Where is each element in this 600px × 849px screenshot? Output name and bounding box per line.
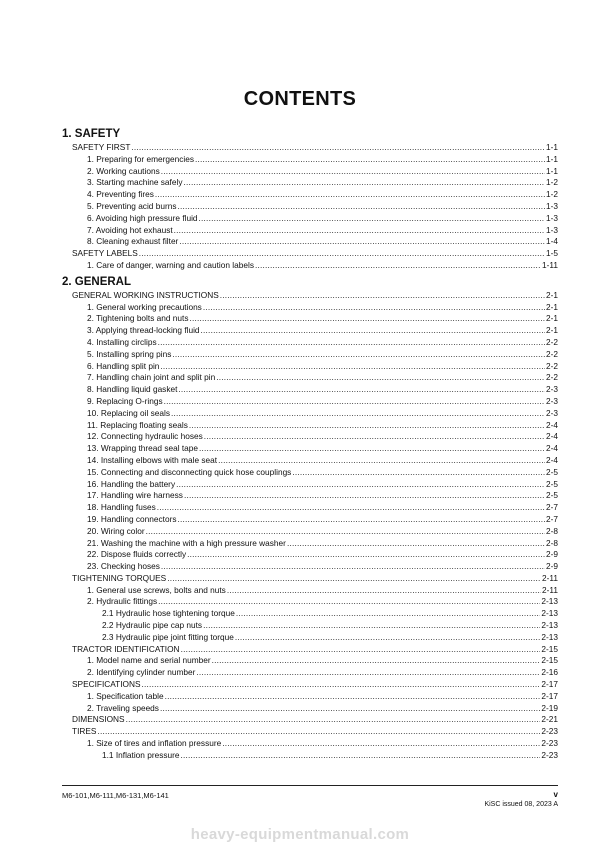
toc-entry-page: 2-16 (541, 667, 558, 678)
dot-leader (177, 201, 545, 213)
toc-entry[interactable] (62, 384, 558, 396)
toc-entry[interactable] (62, 549, 558, 561)
toc-entry-page: 2-8 (546, 537, 558, 548)
dot-leader (235, 632, 540, 644)
dot-leader (176, 479, 545, 491)
toc-entry[interactable] (62, 313, 558, 325)
toc-entry-label: 21. Washing the machine with a high pressure washer (87, 537, 286, 548)
toc-entry-label: 10. Replacing oil seals (87, 407, 171, 418)
toc-entry-label: 13. Wrapping thread seal tape (87, 443, 199, 454)
dot-leader (187, 549, 545, 561)
dot-leader (160, 703, 540, 715)
toc-entry-page: 2-13 (541, 631, 558, 642)
toc-entry-label: 2. Tightening bolts and nuts (87, 313, 189, 324)
toc-entry-label: SAFETY FIRST (72, 142, 131, 152)
toc-entry[interactable] (62, 573, 558, 585)
toc-entry[interactable] (62, 396, 558, 408)
toc-entry[interactable] (62, 561, 558, 573)
toc-entry[interactable] (62, 431, 558, 443)
dot-leader (189, 313, 545, 325)
toc-entry-page: 2-13 (541, 596, 558, 607)
toc-entry-page: 2-13 (541, 620, 558, 631)
toc-entry-page: 2-2 (546, 360, 558, 371)
toc-entry-label: TRACTOR IDENTIFICATION (72, 643, 180, 654)
dot-leader (155, 189, 545, 201)
toc-entry[interactable] (62, 667, 558, 679)
toc-entry-page: 2-13 (541, 608, 558, 619)
toc-entry-page: 1-3 (546, 200, 558, 211)
toc-entry-label: 1. General working precautions (87, 301, 202, 312)
dot-leader (287, 538, 545, 550)
toc-entry-label: 2.3 Hydraulic pipe joint fitting torque (102, 631, 234, 642)
toc-entry-label: 4. Preventing fires (87, 189, 154, 200)
toc-entry[interactable] (62, 502, 558, 514)
toc-entry-page: 2-2 (546, 348, 558, 359)
toc-section (62, 126, 558, 272)
dot-leader (171, 408, 545, 420)
toc-entry[interactable] (62, 325, 558, 337)
toc-entry[interactable] (62, 177, 558, 189)
toc-entry-page: 2-4 (546, 419, 558, 430)
dot-leader (222, 738, 540, 750)
toc-entry-label: 1. General use screws, bolts and nuts (87, 584, 226, 595)
toc-entry[interactable] (62, 455, 558, 467)
toc-entry-label: SPECIFICATIONS (72, 679, 141, 690)
dot-leader (196, 667, 540, 679)
toc-entry-label: TIGHTENING TORQUES (72, 572, 167, 583)
toc-entry-page: 1-5 (546, 248, 558, 259)
toc-entry-label: DIMENSIONS (72, 714, 125, 725)
toc-entry-page: 1-4 (546, 236, 558, 247)
toc-entry-page: 2-4 (546, 454, 558, 465)
toc-entry-label: 15. Connecting and disconnecting quick hose couplings (87, 466, 292, 477)
toc-entry-page: 2-11 (542, 572, 558, 583)
dot-leader (292, 467, 545, 479)
toc-entry[interactable] (62, 142, 558, 154)
toc-entry-page: 2-1 (546, 313, 558, 324)
toc-entry-page: 2-5 (546, 490, 558, 501)
toc-entry-label: 1. Specification table (87, 690, 164, 701)
toc-entry[interactable] (62, 655, 558, 667)
toc-entry[interactable] (62, 408, 558, 420)
dot-leader (203, 302, 545, 314)
toc-entry-label: 6. Handling split pin (87, 360, 160, 371)
toc-entry-label: 6. Avoiding high pressure fluid (87, 212, 198, 223)
dot-leader (199, 213, 545, 225)
dot-leader (195, 154, 545, 166)
toc-entry[interactable] (62, 236, 558, 248)
toc-entry[interactable] (62, 691, 558, 703)
toc-entry-label: 19. Handling connectors (87, 513, 177, 524)
dot-leader (203, 620, 540, 632)
toc-entry-page: 2-17 (541, 690, 558, 701)
watermark: heavy-equipmentmanual.com (190, 826, 410, 843)
toc-entry-label: 2. Working cautions (87, 165, 160, 176)
toc-entry[interactable] (62, 189, 558, 201)
toc-entry-page: 2-23 (541, 738, 558, 749)
dot-leader (218, 455, 545, 467)
toc-entry-page: 2-15 (541, 655, 558, 666)
toc-entry[interactable] (62, 479, 558, 491)
toc-entry[interactable] (62, 714, 558, 726)
toc-entry-page: 2-1 (546, 325, 558, 336)
toc-entry-label: 1.1 Inflation pressure (102, 749, 180, 760)
toc-entry[interactable] (62, 420, 558, 432)
dot-leader (189, 420, 545, 432)
dot-leader (181, 644, 541, 656)
toc-entry-page: 2-7 (546, 502, 558, 513)
toc-entry-label: 1. Preparing for emergencies (87, 153, 194, 164)
toc-entry-label: 3. Starting machine safely (87, 177, 183, 188)
toc-entry-page: 2-3 (546, 407, 558, 418)
dot-leader (236, 608, 541, 620)
toc-entry[interactable] (62, 738, 558, 750)
toc-entry-page: 2-21 (541, 714, 558, 725)
toc-entry[interactable] (62, 644, 558, 656)
footer-page-number: v (553, 790, 558, 799)
dot-leader (161, 561, 545, 573)
toc-entry[interactable] (62, 213, 558, 225)
toc-entry[interactable] (62, 632, 558, 644)
toc-entry-label: 2. Identifying cylinder number (87, 667, 196, 678)
toc-entry-label: 1. Size of tires and inflation pressure (87, 738, 222, 749)
dot-leader (157, 502, 545, 514)
toc-entry-label: 5. Installing spring pins (87, 348, 172, 359)
footer-models: M6-101,M6-111,M6-131,M6-141 (62, 791, 169, 800)
toc-entry-page: 2-9 (546, 549, 558, 560)
dot-leader (158, 337, 545, 349)
footer-divider (62, 785, 558, 786)
toc-entry-page: 2-23 (541, 726, 558, 737)
footer-issued: KiSC issued 08, 2023 A (484, 801, 558, 808)
dot-leader (97, 726, 540, 738)
toc-entry[interactable] (62, 620, 558, 632)
toc-entry-label: 8. Cleaning exhaust filter (87, 236, 179, 247)
toc-entry-label: 9. Replacing O-rings (87, 395, 163, 406)
toc-entry-label: 16. Handling the battery (87, 478, 176, 489)
toc-entry-page: 1-2 (546, 189, 558, 200)
toc-entry-label: 2.2 Hydraulic pipe cap nuts (102, 620, 203, 631)
dot-leader (139, 248, 545, 260)
toc-entry-page: 2-19 (541, 702, 558, 713)
toc-entry-page: 2-17 (541, 679, 558, 690)
toc-entry-label: 2. Hydraulic fittings (87, 596, 158, 607)
dot-leader (164, 396, 545, 408)
toc-entry-page: 2-4 (546, 431, 558, 442)
dot-leader (146, 526, 545, 538)
toc-entry[interactable] (62, 585, 558, 597)
toc-entry[interactable] (62, 596, 558, 608)
toc-entry-page: 2-8 (546, 525, 558, 536)
toc-entry-page: 2-4 (546, 443, 558, 454)
toc-entry-label: 1. Care of danger, warning and caution labels (87, 259, 254, 270)
toc-section (62, 274, 558, 762)
toc-entry-label: 23. Checking hoses (87, 561, 160, 572)
toc-entry-page: 2-1 (546, 289, 558, 300)
toc-entry-label: 2. Traveling speeds (87, 702, 159, 713)
toc-entry-page: 1-3 (546, 224, 558, 235)
toc-entry-page: 2-2 (546, 336, 558, 347)
toc-entry-label: 22. Dispose fluids correctly (87, 549, 187, 560)
section-heading: 2. GENERAL (62, 275, 132, 288)
dot-leader (255, 260, 541, 272)
dot-leader (172, 349, 545, 361)
toc-entry[interactable] (62, 154, 558, 166)
toc-entry-page: 2-15 (541, 643, 558, 654)
toc-entry-page: 1-1 (546, 153, 558, 164)
toc-entry[interactable] (62, 679, 558, 691)
toc-entry[interactable] (62, 750, 558, 762)
toc-entry[interactable] (62, 467, 558, 479)
toc-entry[interactable] (62, 372, 558, 384)
toc-entry-page: 2-11 (542, 584, 558, 595)
toc-entry-label: 17. Handling wire harness (87, 490, 183, 501)
toc-entry-page: 2-3 (546, 384, 558, 395)
toc-entry-page: 1-2 (546, 177, 558, 188)
toc-entry-label: 2.1 Hydraulic hose tightening torque (102, 608, 235, 619)
toc-entry-page: 1-11 (542, 259, 558, 270)
toc-entry-label: 8. Handling liquid gasket (87, 384, 178, 395)
toc-entry-label: 18. Handling fuses (87, 502, 156, 513)
toc-entry-page: 2-5 (546, 466, 558, 477)
dot-leader (167, 573, 541, 585)
dot-leader (216, 372, 545, 384)
toc-entry[interactable] (62, 538, 558, 550)
toc-entry-label: 20. Wiring color (87, 525, 145, 536)
dot-leader (126, 714, 541, 726)
page-title: CONTENTS (243, 88, 357, 110)
toc-entry-page: 2-7 (546, 513, 558, 524)
dot-leader (204, 431, 545, 443)
toc-entry[interactable] (62, 166, 558, 178)
toc-entry-page: 2-1 (546, 301, 558, 312)
dot-leader (174, 225, 545, 237)
toc-entry[interactable] (62, 526, 558, 538)
toc-entry[interactable] (62, 490, 558, 502)
toc-entry-label: 1. Model name and serial number (87, 655, 211, 666)
toc-entry[interactable] (62, 260, 558, 272)
toc-entry-page: 1-3 (546, 212, 558, 223)
toc-entry-page: 2-2 (546, 372, 558, 383)
dot-leader (177, 514, 545, 526)
toc-entry[interactable] (62, 201, 558, 213)
toc-entry[interactable] (62, 608, 558, 620)
toc-entry-label: SAFETY LABELS (72, 248, 138, 259)
toc-entry-page: 2-9 (546, 561, 558, 572)
toc-entry-label: 11. Replacing floating seals (87, 419, 188, 430)
dot-leader (158, 596, 540, 608)
toc-entry[interactable] (62, 349, 558, 361)
dot-leader (184, 490, 545, 502)
toc-entry[interactable] (62, 337, 558, 349)
dot-leader (160, 361, 545, 373)
section-heading: 1. SAFETY (62, 128, 121, 140)
dot-leader (183, 177, 545, 189)
toc-entry-label: 7. Handling chain joint and split pin (87, 372, 216, 383)
dot-leader (161, 166, 545, 178)
toc-entry-label: TIRES (72, 726, 97, 737)
toc-entry-page: 2-23 (541, 749, 558, 760)
dot-leader (199, 443, 545, 455)
toc-entry[interactable] (62, 225, 558, 237)
toc-entry-page: 1-1 (546, 165, 558, 176)
toc-entry-label: 3. Applying thread-locking fluid (87, 325, 200, 336)
toc-entry[interactable] (62, 726, 558, 738)
toc-entry-label: 14. Installing elbows with male seat (87, 454, 218, 465)
toc-entry[interactable] (62, 248, 558, 260)
dot-leader (179, 236, 545, 248)
dot-leader (165, 691, 541, 703)
dot-leader (227, 585, 541, 597)
toc-entry[interactable] (62, 290, 558, 302)
toc-entry-label: GENERAL WORKING INSTRUCTIONS (72, 289, 219, 300)
toc-entry[interactable] (62, 514, 558, 526)
toc-entry-page: 2-3 (546, 395, 558, 406)
dot-leader (131, 142, 545, 154)
toc-entry-label: 4. Installing circlips (87, 336, 157, 347)
dot-leader (201, 325, 545, 337)
table-of-contents (62, 124, 558, 762)
toc-entry[interactable] (62, 443, 558, 455)
toc-entry[interactable] (62, 703, 558, 715)
toc-entry[interactable] (62, 302, 558, 314)
dot-leader (180, 750, 540, 762)
toc-entry-page: 2-5 (546, 478, 558, 489)
toc-entry-label: 5. Preventing acid burns (87, 200, 177, 211)
dot-leader (212, 655, 541, 667)
dot-leader (220, 290, 545, 302)
toc-entry-label: 12. Connecting hydraulic hoses (87, 431, 203, 442)
dot-leader (142, 679, 541, 691)
toc-entry-label: 7. Avoiding hot exhaust (87, 224, 173, 235)
dot-leader (178, 384, 545, 396)
toc-entry-page: 1-1 (546, 142, 558, 152)
toc-entry[interactable] (62, 361, 558, 373)
